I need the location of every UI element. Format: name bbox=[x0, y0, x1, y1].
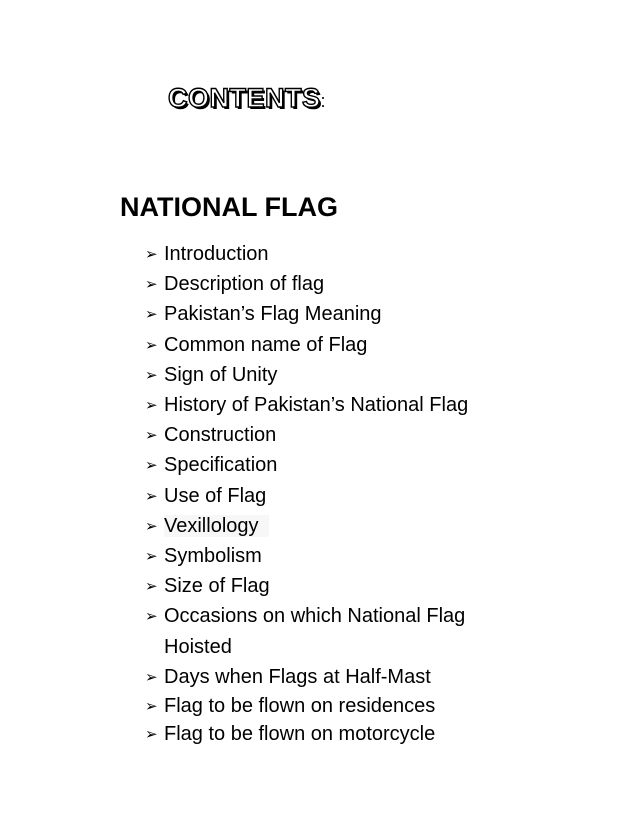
arrow-right-icon: ➢ bbox=[145, 426, 158, 445]
toc-item-label: Symbolism bbox=[164, 545, 262, 568]
toc-item bbox=[145, 239, 468, 269]
toc-item bbox=[145, 571, 468, 601]
toc-item bbox=[145, 420, 468, 450]
toc-item bbox=[145, 601, 468, 661]
toc-item bbox=[145, 720, 468, 748]
toc-item bbox=[145, 360, 468, 390]
toc-item-label: Occasions on which National Flag bbox=[164, 605, 466, 628]
toc-item-label: Common name of Flag bbox=[164, 333, 368, 356]
arrow-right-icon: ➢ bbox=[145, 335, 158, 354]
contents-title: CONTENTS bbox=[168, 83, 321, 113]
toc-item-label: Pakistan’s Flag Meaning bbox=[164, 303, 382, 326]
toc-item-label: Size of Flag bbox=[164, 575, 270, 598]
toc-item bbox=[145, 692, 468, 720]
toc-item-label: Specification bbox=[164, 454, 278, 477]
toc-item-label: Construction bbox=[164, 424, 277, 447]
toc-item-label: Description of flag bbox=[164, 273, 325, 296]
contents-heading bbox=[168, 80, 326, 119]
toc-item-label: Use of Flag bbox=[164, 484, 267, 507]
toc-item-label: Vexillology bbox=[164, 515, 269, 537]
toc-item-label: Sign of Unity bbox=[164, 363, 278, 386]
toc-item-label: Introduction bbox=[164, 243, 269, 265]
toc-item-label: Flag to be flown on motorcycle bbox=[164, 723, 436, 746]
arrow-right-icon: ➢ bbox=[145, 607, 158, 626]
toc-item-continuation: Hoisted bbox=[164, 635, 232, 658]
arrow-right-icon: ➢ bbox=[145, 365, 158, 384]
arrow-right-icon: ➢ bbox=[145, 275, 158, 294]
toc-item-label: Days when Flags at Half-Mast bbox=[164, 665, 431, 688]
toc-item bbox=[145, 511, 468, 541]
toc-item bbox=[145, 541, 468, 571]
arrow-right-icon: ➢ bbox=[145, 516, 158, 535]
section-title: NATIONAL FLAG bbox=[120, 192, 338, 222]
arrow-right-icon: ➢ bbox=[145, 456, 158, 475]
arrow-right-icon: ➢ bbox=[145, 697, 158, 716]
toc-item-label: History of Pakistan’s National Flag bbox=[164, 394, 469, 417]
toc-item bbox=[145, 330, 468, 360]
toc-item bbox=[145, 662, 468, 692]
arrow-right-icon: ➢ bbox=[145, 486, 158, 505]
arrow-right-icon: ➢ bbox=[145, 547, 158, 566]
arrow-right-icon: ➢ bbox=[145, 245, 158, 263]
toc-item bbox=[145, 390, 468, 420]
contents-colon: : bbox=[320, 91, 326, 111]
toc-item bbox=[145, 481, 468, 511]
arrow-right-icon: ➢ bbox=[145, 396, 158, 415]
toc-item bbox=[145, 450, 468, 480]
toc-item bbox=[145, 299, 468, 329]
arrow-right-icon: ➢ bbox=[145, 305, 158, 324]
arrow-right-icon: ➢ bbox=[145, 667, 158, 686]
arrow-right-icon: ➢ bbox=[145, 577, 158, 596]
toc-list bbox=[145, 239, 468, 748]
toc-item bbox=[145, 269, 468, 299]
toc-item-label: Flag to be flown on residences bbox=[164, 695, 436, 718]
arrow-right-icon: ➢ bbox=[145, 725, 158, 744]
